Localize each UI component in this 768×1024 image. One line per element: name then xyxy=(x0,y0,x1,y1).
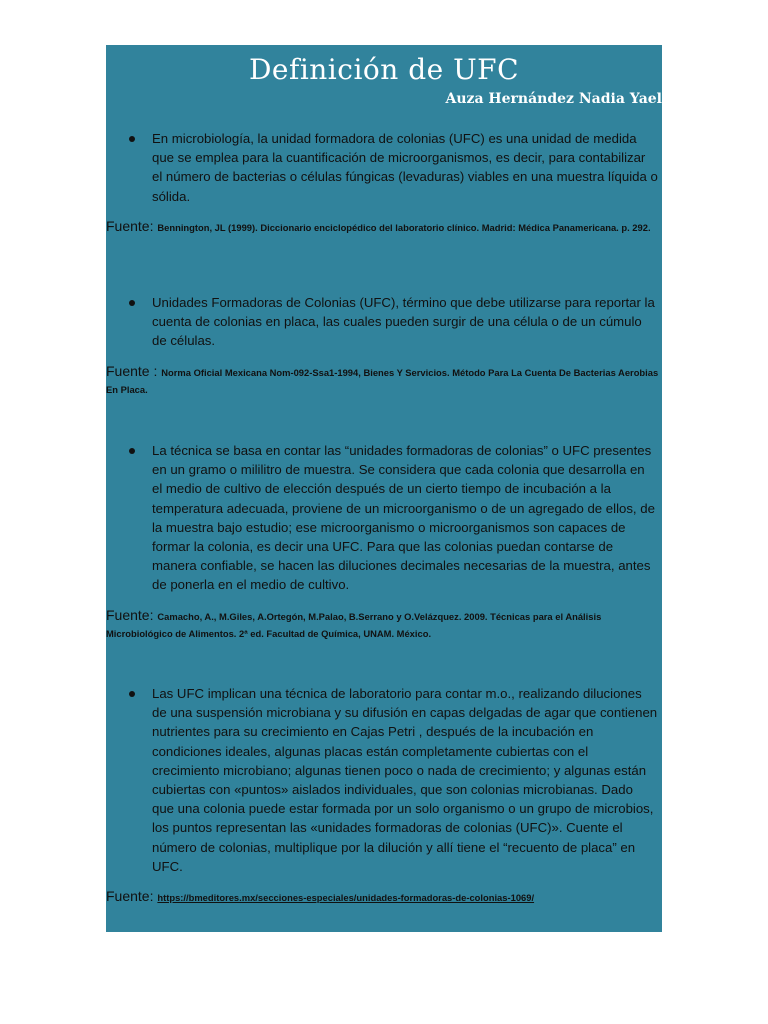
source-label: Fuente : xyxy=(106,362,162,379)
page-title: Definición de UFC xyxy=(248,53,520,86)
bullet-icon xyxy=(129,691,135,697)
definition-item-3 xyxy=(106,441,662,642)
source-reference: Bennington, JL (1999). Diccionario enciclopédico del laboratorio clínico. Madrid: Médica Panamericana. p. 292. xyxy=(157,221,651,233)
definition-text: Las UFC implican una técnica de laboratorio para contar m.o., realizando diluciones de una suspensión microbiana y su difusión en capas delgadas de agar que contienen nutrientes para su crecimiento en Cajas Petri , después de la incubación en condiciones ideales, algunas placas están completamente cubiertas con el crecimiento microbiano; algunas tienen poco o nada de crecimiento; y algunas están cubiertas con «puntos» aislados individuales, que son colonias microbianas. Dado que una colonia puede estar formada por un solo organismo o un grupo de microbios, los puntos representan las «unidades formadoras de colonias (UFC)». Cuente el número de colonias, multiplique por la dilución y allí tiene el “recuento de placa” en UFC. xyxy=(152,686,658,874)
bullet-icon xyxy=(129,300,135,306)
bullet-icon xyxy=(129,136,135,142)
definition-item-2 xyxy=(106,293,662,398)
source-citation xyxy=(106,888,662,906)
source-label: Fuente: xyxy=(106,606,158,623)
author-name: Auza Hernández Nadia Yael xyxy=(445,91,662,107)
definition-text: En microbiología, la unidad formadora de colonias (UFC) es una unidad de medida que se emplea para la cuantificación de microorganismos, es decir, para contabilizar el número de bacterias o células fúngicas (levaduras) viables en una muestra líquida o sólida. xyxy=(152,131,658,204)
source-citation xyxy=(106,363,662,398)
bullet-icon xyxy=(129,448,135,454)
source-link[interactable]: https://bmeditores.mx/secciones-especiales/unidades-formadoras-de-colonias-1069/ xyxy=(157,892,535,904)
definition-item-1 xyxy=(106,129,662,236)
document-page xyxy=(106,45,662,932)
source-citation xyxy=(106,218,662,236)
source-reference: Norma Oficial Mexicana Nom-092-Ssa1-1994, Bienes Y Servicios. Método Para La Cuenta De Bacterias Aerobias En Placa. xyxy=(106,366,659,395)
definition-text: Unidades Formadoras de Colonias (UFC), término que debe utilizarse para reportar la cuenta de colonias en placa, las cuales pueden surgir de una célula o de un cúmulo de células. xyxy=(152,295,655,349)
source-reference: Camacho, A., M.Giles, A.Ortegón, M.Palao, B.Serrano y O.Velázquez. 2009. Técnicas para el Análisis Microbiológico de Alimentos. 2ª ed. Facultad de Química, UNAM. México. xyxy=(106,610,602,639)
definition-item-4 xyxy=(106,684,662,906)
source-label: Fuente: xyxy=(106,888,158,905)
definition-text: La técnica se basa en contar las “unidades formadoras de colonias” o UFC presentes en un gramo o mililitro de muestra. Se considera que cada colonia que desarrolla en el medio de cultivo de elección después de un cierto tiempo de incubación a la temperatura adecuada, proviene de un microorganismo o de un agregado de ellos, de la muestra bajo estudio; ese microorganismo o microorganismos son capaces de formar la colonia, es decir una UFC. Para que las colonias puedan contarse de manera confiable, se hacen las diluciones decimales necesarias de la muestra, antes de ponerla en el medio de cultivo. xyxy=(152,443,655,593)
source-label: Fuente: xyxy=(106,217,158,234)
source-citation xyxy=(106,607,662,642)
